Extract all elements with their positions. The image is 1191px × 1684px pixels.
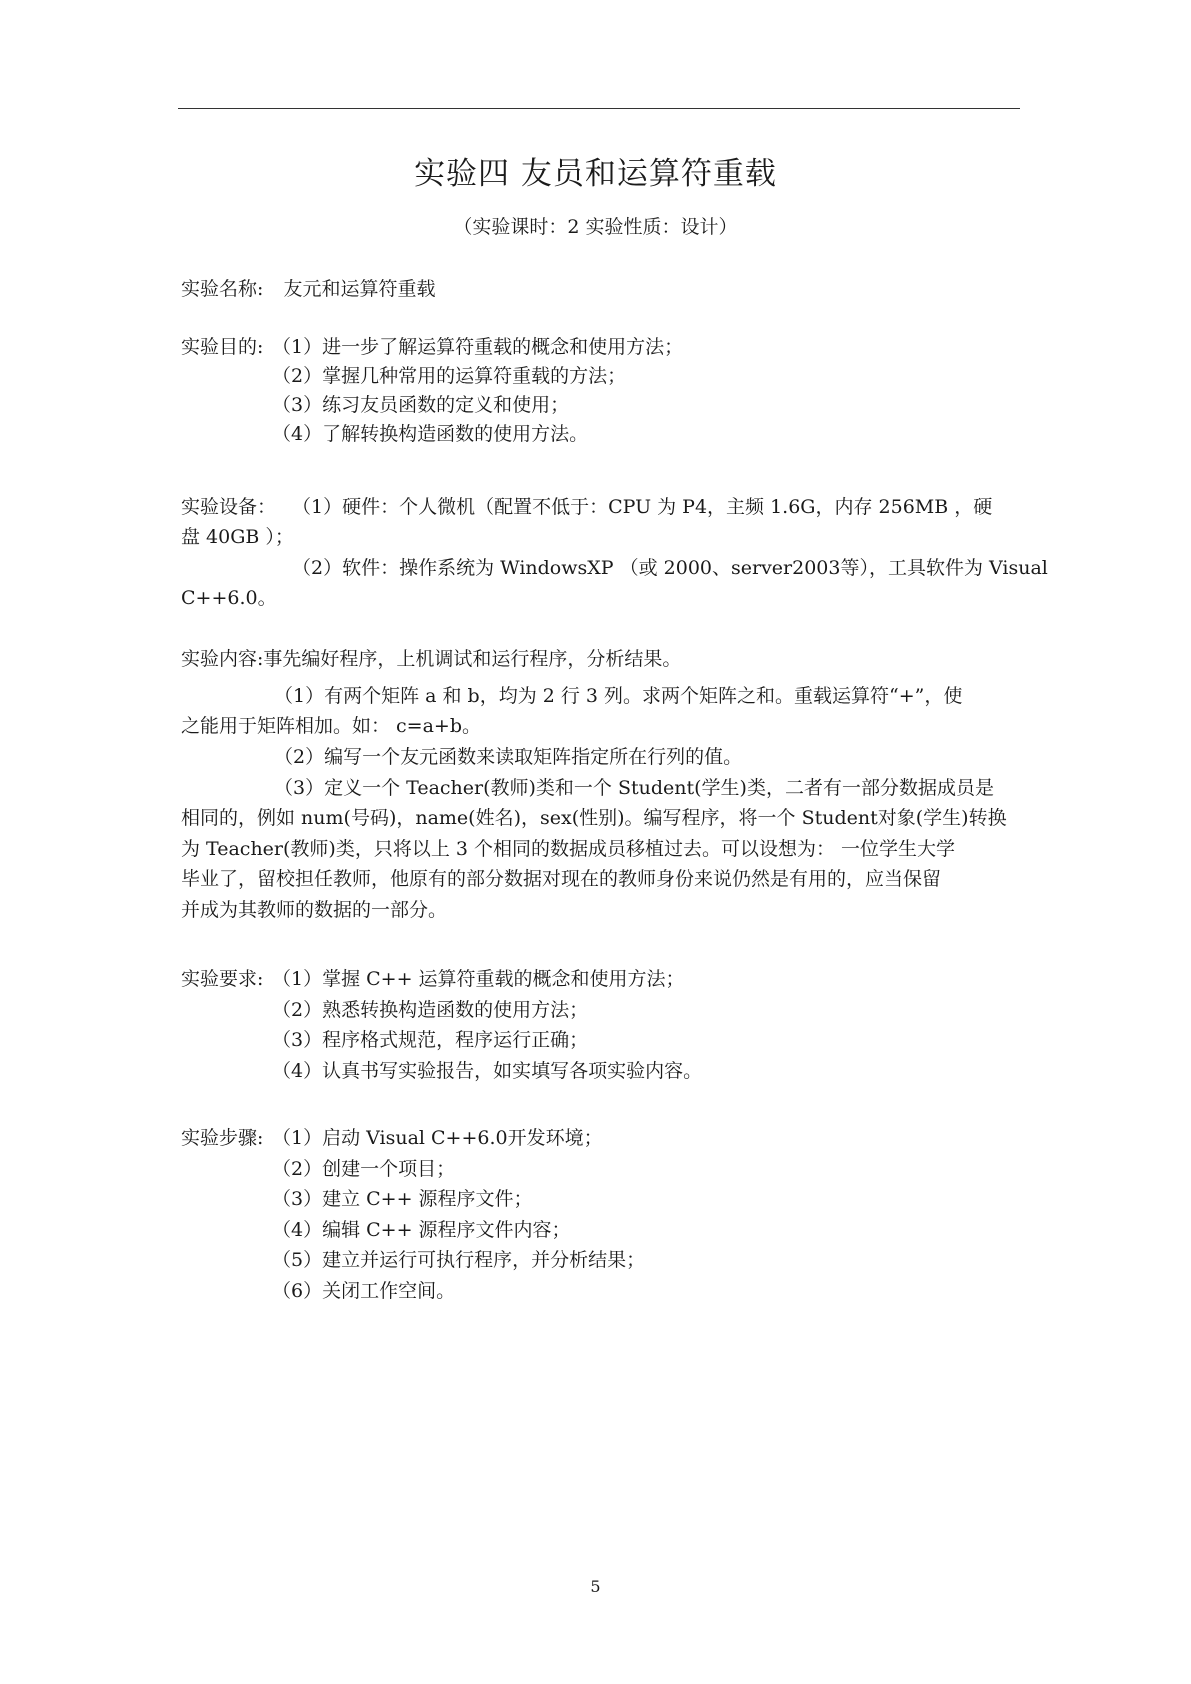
requirements-item-4: （4）认真书写实验报告，如实填写各项实验内容。: [272, 1060, 703, 1082]
equipment-hardware-line-1: （1）硬件：个人微机（配置不低于：CPU 为 P4，主频 1.6G，内存 256MB ，硬: [292, 496, 993, 518]
content-p3-line-4: 毕业了，留校担任教师，他原有的部分数据对现在的教师身份来说仍然是有用的，应当保留: [181, 868, 942, 890]
steps-item-4: （4）编辑 C++ 源程序文件内容；: [272, 1219, 571, 1241]
content-p3-line-2: 相同的，例如 num(号码)，name(姓名)，sex(性别)。编写程序，将一个 Student对象(学生)转换: [181, 807, 1007, 829]
equipment-hardware-line-2: 盘 40GB ）；: [181, 526, 294, 548]
requirements-label: 实验要求:: [181, 968, 264, 990]
content-p2: （2）编写一个友元函数来读取矩阵指定所在行列的值。: [274, 746, 743, 768]
content-p3-line-1: （3）定义一个 Teacher(教师)类和一个 Student(学生)类，二者有一部分数据成员是: [274, 777, 994, 799]
steps-item-2: （2）创建一个项目；: [272, 1158, 456, 1180]
purpose-row: [181, 335, 263, 359]
purpose-item-3: （3）练习友员函数的定义和使用；: [272, 394, 570, 416]
content-p3-line-3: 为 Teacher(教师)类，只将以上 3 个相同的数据成员移植过去。可以设想为： 一位学生大学: [181, 838, 956, 860]
equipment-software-line-2: C++6.0。: [181, 587, 277, 609]
content-row: [181, 647, 681, 671]
steps-item-6: （6）关闭工作空间。: [272, 1280, 456, 1302]
purpose-item-1: （1）进一步了解运算符重载的概念和使用方法；: [272, 336, 684, 358]
requirements-item-1: （1）掌握 C++ 运算符重载的概念和使用方法；: [272, 968, 685, 990]
steps-item-3: （3）建立 C++ 源程序文件；: [272, 1188, 533, 1210]
purpose-label: 实验目的:: [181, 336, 264, 358]
requirements-item-3: （3）程序格式规范，程序运行正确；: [272, 1029, 589, 1051]
header-rule: [178, 108, 1020, 109]
experiment-name-row: [181, 277, 435, 301]
equipment-label: 实验设备：: [181, 496, 277, 518]
purpose-item-4: （4）了解转换构造函数的使用方法。: [272, 423, 589, 445]
page-title: 实验四 友员和运算符重载: [414, 156, 777, 192]
experiment-name-label: 实验名称:: [181, 278, 264, 300]
steps-label: 实验步骤:: [181, 1127, 264, 1149]
content-p1-line-2: 之能用于矩阵相加。如： c=a+b。: [181, 715, 482, 737]
content-intro: 事先编好程序，上机调试和运行程序，分析结果。: [263, 648, 682, 670]
content-label: 实验内容:: [181, 648, 264, 670]
content-p1-line-1: （1）有两个矩阵 a 和 b，均为 2 行 3 列。求两个矩阵之和。重载运算符“+”，使: [274, 685, 963, 707]
experiment-name-value: 友元和运算符重载: [283, 278, 436, 300]
equipment-software-line-1: （2）软件：操作系统为 WindowsXP （或 2000、server2003等），工具软件为 Visual: [292, 557, 1048, 579]
requirements-item-2: （2）熟悉转换构造函数的使用方法；: [272, 999, 589, 1021]
page-subtitle: （实验课时：2 实验性质：设计）: [453, 216, 738, 238]
purpose-item-2: （2）掌握几种常用的运算符重载的方法；: [272, 365, 627, 387]
steps-item-5: （5）建立并运行可执行程序，并分析结果；: [272, 1249, 646, 1271]
steps-item-1: （1）启动 Visual C++6.0开发环境；: [272, 1127, 603, 1149]
content-p3-line-5: 并成为其教师的数据的一部分。: [181, 899, 448, 921]
page-number: 5: [590, 1577, 601, 1596]
